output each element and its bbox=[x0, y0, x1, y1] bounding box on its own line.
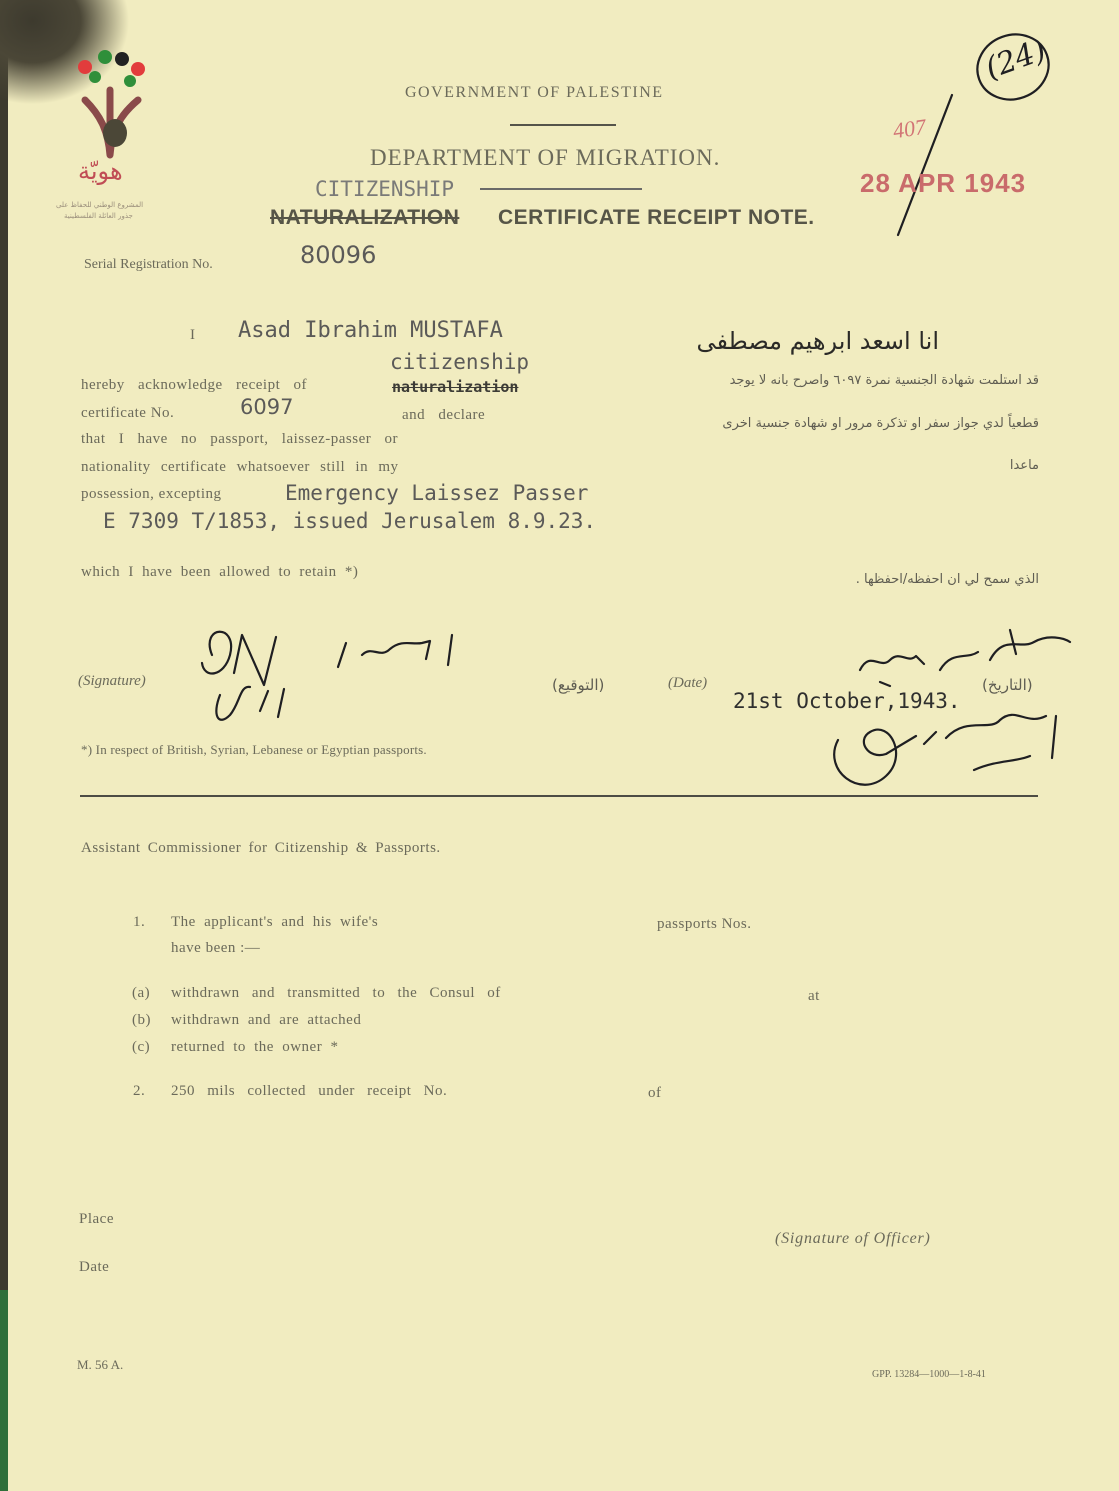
handwritten-number: 407 bbox=[891, 113, 928, 144]
office-heading: Assistant Commissioner for Citizenship & Passports. bbox=[81, 840, 441, 856]
date-label: (Date) bbox=[668, 675, 708, 691]
decl-line-3: that I have no passport, laissez-passer or bbox=[81, 431, 399, 447]
applicant-signature bbox=[190, 615, 480, 745]
logo-subtitle-2: جذور العائلة الفلسطينية bbox=[64, 212, 133, 220]
applicant-name: Asad Ibrahim MUSTAFA bbox=[238, 318, 503, 343]
arabic-line-3: ماعدا bbox=[1009, 458, 1039, 473]
item2-number: 2. bbox=[133, 1083, 146, 1099]
citizenship-typed: CITIZENSHIP bbox=[315, 177, 455, 201]
form-number: M. 56 A. bbox=[77, 1357, 124, 1372]
section-divider bbox=[80, 795, 1038, 797]
arabic-line-2: قطعياً لدي جواز سفر او تذكرة مرور او شهادة جنسية اخرى bbox=[722, 416, 1039, 431]
family-tree-icon bbox=[60, 45, 160, 160]
signature-label-ar: (التوقيع) bbox=[552, 676, 605, 694]
sub-b-key: (b) bbox=[132, 1012, 151, 1028]
header-rule bbox=[510, 124, 616, 126]
item2-text: 250 mils collected under receipt No. bbox=[171, 1083, 448, 1099]
citizenship-underline bbox=[480, 188, 642, 190]
diagonal-ink-stroke bbox=[890, 90, 960, 240]
scan-edge-left bbox=[0, 0, 8, 1491]
signature-label: (Signature) bbox=[78, 673, 146, 689]
department-heading: DEPARTMENT OF MIGRATION. bbox=[370, 145, 721, 170]
item2-of: of bbox=[648, 1085, 662, 1101]
printer-code: GPP. 13284—1000—1-8-41 bbox=[872, 1369, 986, 1380]
sub-c-key: (c) bbox=[132, 1039, 151, 1055]
arabic-line-1: قد استلمت شهادة الجنسية نمرة ٦٠٩٧ واصرح بانه لا يوجد bbox=[729, 373, 1039, 388]
naturalization-struck bbox=[270, 206, 459, 230]
sub-a-at: at bbox=[808, 988, 820, 1004]
sub-b-text: withdrawn and are attached bbox=[171, 1012, 362, 1028]
official-signature bbox=[820, 620, 1080, 805]
arabic-retain-line: الذي سمح لي ان احفظه/احفظها . bbox=[855, 572, 1039, 587]
decl-line-2-end: and declare bbox=[402, 407, 486, 423]
sub-a-text: withdrawn and transmitted to the Consul of bbox=[171, 985, 501, 1001]
citizenship-inserted: citizenship bbox=[390, 350, 530, 374]
place-label: Place bbox=[79, 1211, 114, 1227]
date-label-ar: (التاريخ) bbox=[982, 676, 1033, 694]
logo-subtitle-1: المشروع الوطني للحفاظ على bbox=[56, 201, 144, 209]
decl-line-5: possession, excepting bbox=[81, 486, 222, 502]
exception-line-1: Emergency Laissez Passer bbox=[285, 481, 589, 505]
certificate-title: CERTIFICATE RECEIPT NOTE. bbox=[498, 206, 815, 229]
naturalization-text: NATURALIZATION bbox=[270, 206, 460, 229]
declaration-i: I bbox=[190, 327, 196, 343]
item1-number: 1. bbox=[133, 914, 146, 930]
arabic-name-line: انا اسعد ابرهيم مصطفى bbox=[696, 327, 939, 355]
date-value: 21st October,1943. bbox=[733, 689, 961, 713]
sub-c-text: returned to the owner * bbox=[171, 1039, 339, 1055]
date-field-label: Date bbox=[79, 1259, 110, 1275]
decl-line-1: hereby acknowledge receipt of bbox=[81, 377, 307, 393]
hawiya-logo bbox=[56, 45, 160, 230]
logo-text: هويّة bbox=[78, 157, 123, 185]
item1-have-been: have been :— bbox=[171, 940, 261, 956]
item1-passports: passports Nos. bbox=[657, 916, 752, 932]
government-heading: GOVERNMENT OF PALESTINE bbox=[405, 84, 664, 101]
struck-word: naturalization bbox=[392, 378, 519, 396]
decl-certificate-label: certificate No. bbox=[81, 405, 175, 421]
passport-footnote: *) In respect of British, Syrian, Lebanese or Egyptian passports. bbox=[81, 742, 427, 757]
scan-edge-green bbox=[0, 1290, 8, 1491]
serial-label: Serial Registration No. bbox=[84, 257, 213, 272]
item1-text: The applicant's and his wife's bbox=[171, 914, 379, 930]
decl-line-4: nationality certificate whatsoever still in my bbox=[81, 459, 399, 475]
sub-a-key: (a) bbox=[132, 985, 151, 1001]
date-stamp: 28 APR 1943 bbox=[860, 168, 1027, 198]
retain-line: which I have been allowed to retain *) bbox=[81, 564, 359, 580]
exception-line-2: E 7309 T/1853, issued Jerusalem 8.9.23. bbox=[103, 509, 597, 533]
certificate-number: 6097 bbox=[240, 395, 294, 419]
circled-code-text: (24) bbox=[980, 32, 1051, 87]
officer-signature-label: (Signature of Officer) bbox=[775, 1230, 931, 1247]
serial-value: 80096 bbox=[300, 241, 377, 269]
